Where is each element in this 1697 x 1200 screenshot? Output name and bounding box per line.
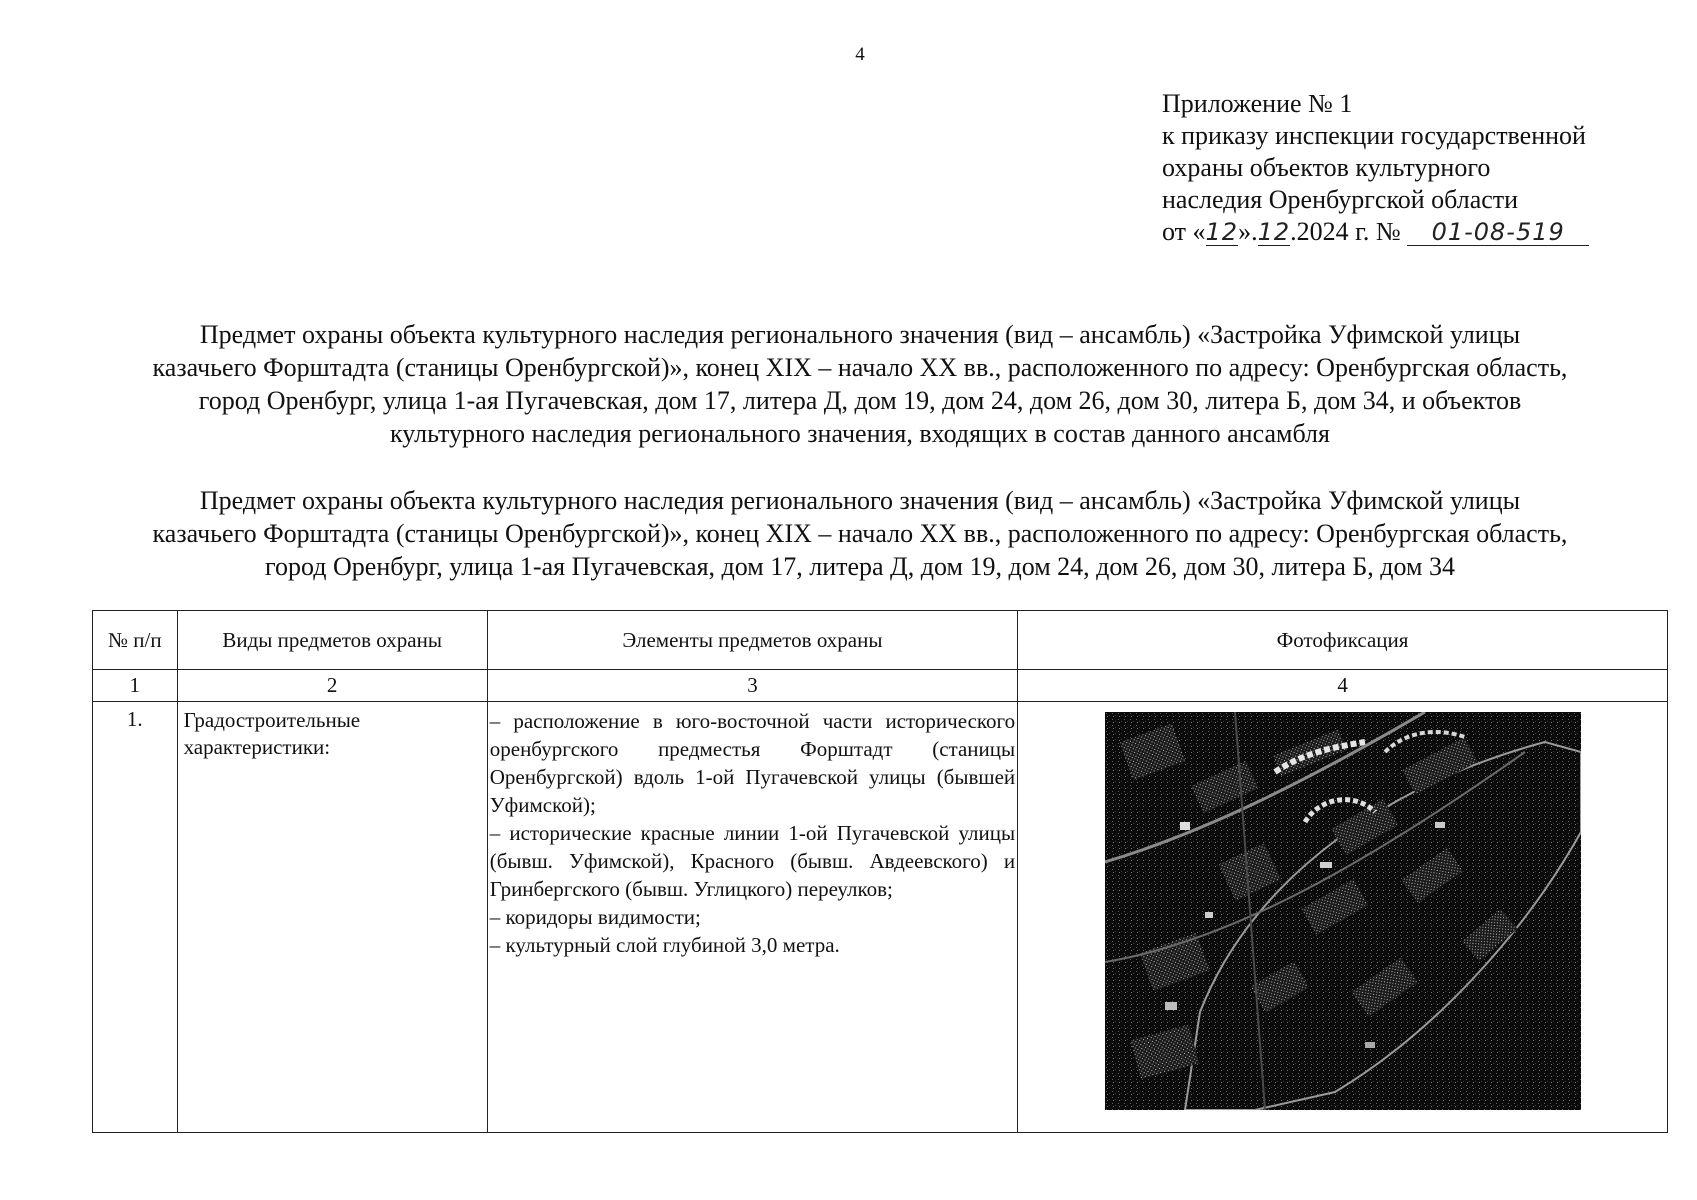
row-kind: Градостроительные характеристики: <box>177 702 487 1133</box>
appendix-line-2: к приказу инспекции государственной <box>1162 121 1586 150</box>
date-year: .2024 г. № <box>1290 217 1401 246</box>
header-elements: Элементы предметов охраны <box>487 611 1017 670</box>
page-number: 4 <box>855 44 865 65</box>
title1-line-2: казачьего Форштадта (станицы Оренбургской)», конец XIX – начало XX вв., расположенного по адресу: Оренбургская область, <box>152 353 1568 382</box>
header-number: № п/п <box>93 611 178 670</box>
table-header-row <box>93 611 1668 670</box>
column-number: 1 <box>93 670 178 702</box>
column-number: 4 <box>1018 670 1668 702</box>
handwritten-month: 12 <box>1257 218 1291 246</box>
column-numbers-row <box>93 670 1668 702</box>
column-number: 2 <box>177 670 487 702</box>
row-photo-cell <box>1018 702 1668 1133</box>
title2-line-2: казачьего Форштадта (станицы Оренбургской)», конец XIX – начало XX вв., расположенного по адресу: Оренбургская область, <box>152 519 1568 548</box>
handwritten-day: 12 <box>1205 218 1239 246</box>
title2-line-3: город Оренбург, улица 1-ая Пугачевская, дом 17, литера Д, дом 19, дом 24, дом 26, дом 30, литера Б, дом 34 <box>265 552 1455 581</box>
row-number: 1. <box>93 702 178 1133</box>
appendix-line-3: охраны объектов культурного <box>1162 153 1491 182</box>
date-mid: ». <box>1238 217 1258 246</box>
table-row <box>93 702 1668 1133</box>
column-number: 3 <box>487 670 1017 702</box>
document-title-2 <box>60 484 1660 583</box>
title1-line-4: культурного наследия регионального значения, входящих в состав данного ансамбля <box>390 419 1330 448</box>
element-item: – исторические красные линии 1-ой Пугачевской улицы (бывш. Уфимской), Красного (бывш. Авдеевского) и Гринбергского (бывш. Углицкого) переулков; <box>489 821 1016 901</box>
header-photo: Фотофиксация <box>1018 611 1668 670</box>
appendix-date-line <box>1162 216 1589 248</box>
aerial-photo <box>1105 712 1581 1110</box>
title1-line-1: Предмет охраны объекта культурного наследия регионального значения (вид – ансамбль) «Застройка Уфимской улицы <box>199 320 1521 349</box>
element-item: – расположение в юго-восточной части исторического оренбургского предместья Форштадт (станицы Оренбургской) вдоль 1-ой Пугачевской улицы (бывшей Уфимской); <box>489 709 1016 817</box>
title2-line-1: Предмет охраны объекта культурного наследия регионального значения (вид – ансамбль) «Застройка Уфимской улицы <box>199 486 1521 515</box>
protection-subject-table <box>92 610 1668 1133</box>
header-kinds: Виды предметов охраны <box>177 611 487 670</box>
date-prefix: от « <box>1162 217 1206 246</box>
element-item: – культурный слой глубиной 3,0 метра. <box>489 933 840 957</box>
appendix-block <box>1162 88 1589 248</box>
appendix-line-4: наследия Оренбургской области <box>1162 185 1519 214</box>
title1-line-3: город Оренбург, улица 1-ая Пугачевская, дом 17, литера Д, дом 19, дом 24, дом 26, дом 30, литера Б, дом 34, и объектов <box>198 386 1522 415</box>
appendix-line-1: Приложение № 1 <box>1162 89 1353 118</box>
row-elements <box>487 702 1017 1133</box>
element-item: – коридоры видимости; <box>489 905 701 929</box>
handwritten-order-number: 01-08-519 <box>1407 219 1589 246</box>
document-title-1 <box>60 318 1660 450</box>
